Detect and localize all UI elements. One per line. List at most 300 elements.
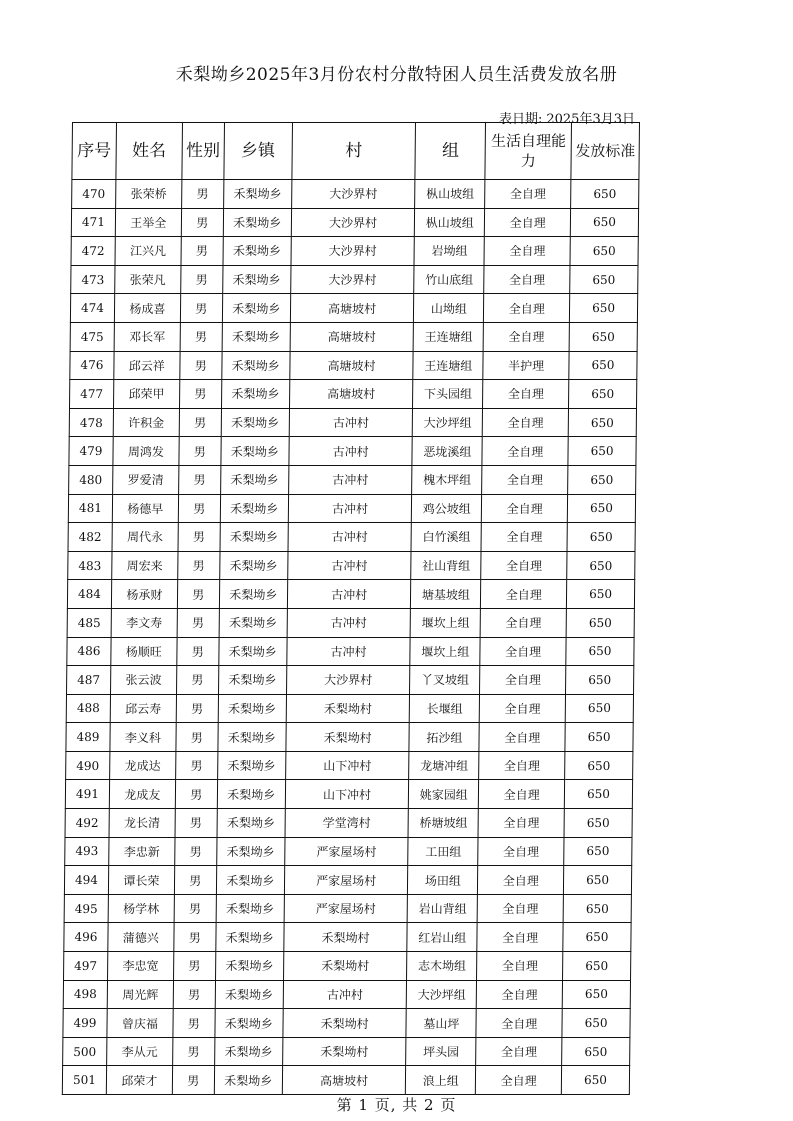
- seq-cell: 475: [70, 322, 114, 351]
- village-cell: 高塘坡村: [290, 294, 414, 323]
- gender-cell: 男: [175, 780, 217, 809]
- table-row: [72, 180, 639, 209]
- self-care-cell: 全自理: [482, 465, 568, 494]
- name-cell: 李忠宽: [107, 952, 173, 981]
- table-row: [68, 551, 635, 580]
- name-cell: 周代永: [112, 523, 178, 552]
- header-township: 乡镇: [224, 123, 293, 180]
- standard-cell: 650: [564, 780, 632, 809]
- name-cell: 邱云祥: [114, 351, 180, 380]
- table-row: [62, 1066, 629, 1095]
- village-cell: 大沙界村: [286, 666, 410, 695]
- seq-cell: 495: [64, 894, 108, 923]
- standard-cell: 650: [568, 408, 636, 437]
- name-cell: 李忠新: [109, 837, 175, 866]
- gender-cell: 男: [179, 437, 221, 466]
- seq-cell: 480: [69, 465, 113, 494]
- village-cell: 古冲村: [287, 551, 411, 580]
- table-row: [64, 866, 631, 895]
- name-cell: 周鸿发: [113, 437, 179, 466]
- group-cell: 山坳组: [414, 294, 484, 323]
- gender-cell: 男: [177, 637, 219, 666]
- group-cell: 下头园组: [413, 380, 483, 409]
- name-cell: 许积金: [113, 408, 179, 437]
- seq-cell: 501: [62, 1066, 106, 1095]
- seq-cell: 476: [70, 351, 114, 380]
- seq-cell: 482: [68, 523, 112, 552]
- seq-cell: 491: [65, 780, 109, 809]
- standard-cell: 650: [567, 580, 635, 609]
- township-cell: 禾梨坳乡: [219, 580, 287, 609]
- document-title: 禾梨坳乡2025年3月份农村分散特困人员生活费发放名册: [175, 65, 618, 85]
- gender-cell: 男: [177, 580, 219, 609]
- group-cell: 红岩山组: [407, 923, 477, 952]
- self-care-cell: 全自理: [481, 580, 567, 609]
- gender-cell: 男: [175, 751, 217, 780]
- name-cell: 周光辉: [107, 980, 173, 1009]
- gender-cell: 男: [180, 294, 222, 323]
- name-cell: 蒲德兴: [108, 923, 174, 952]
- village-cell: 古冲村: [283, 980, 407, 1009]
- township-cell: 禾梨坳乡: [220, 523, 288, 552]
- gender-cell: 男: [181, 265, 223, 294]
- header-village: 村: [292, 123, 416, 180]
- seq-cell: 492: [65, 809, 109, 838]
- page-footer: 第 1 页, 共 2 页: [336, 1096, 457, 1114]
- township-cell: 禾梨坳乡: [220, 551, 288, 580]
- table-row: [68, 494, 635, 523]
- group-cell: 竹山底组: [414, 265, 484, 294]
- name-cell: 杨承财: [111, 580, 177, 609]
- group-cell: 姚家园组: [409, 780, 479, 809]
- standard-cell: 650: [569, 322, 637, 351]
- gender-cell: 男: [181, 208, 223, 237]
- table-row: [65, 780, 632, 809]
- header-self-care: 生活自理能力: [485, 123, 571, 180]
- group-cell: 岩山背组: [408, 894, 478, 923]
- group-cell: 场田组: [408, 866, 478, 895]
- township-cell: 禾梨坳乡: [216, 866, 284, 895]
- name-cell: 邱云寿: [110, 694, 176, 723]
- recipient-table: [62, 122, 640, 1095]
- standard-cell: 650: [570, 237, 638, 266]
- standard-cell: 650: [565, 694, 633, 723]
- gender-cell: 男: [180, 322, 222, 351]
- table-row: [64, 952, 631, 981]
- name-cell: 李义科: [110, 723, 176, 752]
- table-row: [67, 580, 634, 609]
- self-care-cell: 全自理: [481, 551, 567, 580]
- standard-cell: 650: [571, 180, 639, 209]
- self-care-cell: 全自理: [477, 980, 563, 1009]
- seq-cell: 472: [71, 237, 115, 266]
- township-cell: 禾梨坳乡: [217, 837, 285, 866]
- group-cell: 志木坳组: [407, 952, 477, 981]
- name-cell: 邓长军: [114, 322, 180, 351]
- seq-cell: 488: [66, 694, 110, 723]
- standard-cell: 650: [563, 923, 631, 952]
- standard-cell: 650: [563, 894, 631, 923]
- village-cell: 学堂湾村: [285, 809, 409, 838]
- township-cell: 禾梨坳乡: [217, 780, 285, 809]
- village-cell: 严家屋场村: [284, 837, 408, 866]
- gender-cell: 男: [177, 608, 219, 637]
- self-care-cell: 全自理: [476, 1066, 562, 1095]
- name-cell: 龙成友: [109, 780, 175, 809]
- seq-cell: 489: [66, 723, 110, 752]
- group-cell: 王连塘组: [414, 322, 484, 351]
- township-cell: 禾梨坳乡: [222, 294, 290, 323]
- standard-cell: 650: [568, 437, 636, 466]
- self-care-cell: 全自理: [480, 608, 566, 637]
- self-care-cell: 全自理: [479, 780, 565, 809]
- name-cell: 张云波: [110, 666, 176, 695]
- township-cell: 禾梨坳乡: [221, 408, 289, 437]
- group-cell: 鸡公坡组: [412, 494, 482, 523]
- self-care-cell: 全自理: [477, 952, 563, 981]
- group-cell: 工田组: [408, 837, 478, 866]
- self-care-cell: 全自理: [480, 637, 566, 666]
- group-cell: 拓沙组: [409, 723, 479, 752]
- gender-cell: 男: [176, 666, 218, 695]
- standard-cell: 650: [566, 666, 634, 695]
- standard-cell: 650: [562, 1009, 630, 1038]
- self-care-cell: 全自理: [484, 294, 570, 323]
- gender-cell: 男: [175, 809, 217, 838]
- village-cell: 大沙界村: [290, 265, 414, 294]
- self-care-cell: 全自理: [479, 751, 565, 780]
- group-cell: 塘基坡组: [411, 580, 481, 609]
- table-row: [66, 751, 633, 780]
- village-cell: 禾梨坳村: [283, 952, 407, 981]
- village-cell: 禾梨坳村: [286, 723, 410, 752]
- self-care-cell: 全自理: [478, 866, 564, 895]
- self-care-cell: 全自理: [477, 923, 563, 952]
- standard-cell: 650: [566, 608, 634, 637]
- group-cell: 丫叉坡组: [410, 666, 480, 695]
- village-cell: 严家屋场村: [284, 894, 408, 923]
- header-standard: 发放标准: [571, 123, 639, 180]
- table-row: [64, 894, 631, 923]
- village-cell: 古冲村: [287, 608, 411, 637]
- group-cell: 堰坎上组: [410, 637, 480, 666]
- group-cell: 枞山坡组: [415, 208, 485, 237]
- gender-cell: 男: [176, 694, 218, 723]
- village-cell: 古冲村: [287, 580, 411, 609]
- standard-cell: 650: [567, 551, 635, 580]
- village-cell: 山下冲村: [285, 780, 409, 809]
- table-row: [64, 923, 631, 952]
- table-row: [63, 1009, 630, 1038]
- name-cell: 杨学林: [108, 894, 174, 923]
- seq-cell: 471: [71, 208, 115, 237]
- table-row: [69, 437, 636, 466]
- table-row: [70, 351, 637, 380]
- township-cell: 禾梨坳乡: [216, 923, 284, 952]
- seq-cell: 470: [72, 180, 116, 209]
- standard-cell: 650: [563, 952, 631, 981]
- table-row: [67, 666, 634, 695]
- standard-cell: 650: [564, 866, 632, 895]
- seq-cell: 496: [64, 923, 108, 952]
- self-care-cell: 全自理: [479, 723, 565, 752]
- village-cell: 高塘坡村: [290, 351, 414, 380]
- self-care-cell: 全自理: [480, 666, 566, 695]
- group-cell: 墓山坪: [406, 1009, 476, 1038]
- name-cell: 龙成达: [110, 751, 176, 780]
- standard-cell: 650: [568, 465, 636, 494]
- table-row: [66, 694, 633, 723]
- name-cell: 邱荣甲: [113, 380, 179, 409]
- gender-cell: 男: [178, 494, 220, 523]
- name-cell: 张荣凡: [115, 265, 181, 294]
- self-care-cell: 全自理: [483, 322, 569, 351]
- table-row: [63, 1037, 630, 1066]
- seq-cell: 478: [69, 408, 113, 437]
- gender-cell: 男: [172, 1066, 214, 1095]
- township-cell: 禾梨坳乡: [215, 980, 283, 1009]
- township-cell: 禾梨坳乡: [223, 208, 291, 237]
- name-cell: 杨成喜: [114, 294, 180, 323]
- header-group: 组: [415, 123, 486, 180]
- group-cell: 堰坎上组: [411, 608, 481, 637]
- name-cell: 张荣桥: [116, 180, 182, 209]
- seq-cell: 474: [70, 294, 114, 323]
- seq-cell: 498: [63, 980, 107, 1009]
- township-cell: 禾梨坳乡: [221, 437, 289, 466]
- group-cell: 王连塘组: [413, 351, 483, 380]
- village-cell: 禾梨坳村: [283, 1009, 407, 1038]
- seq-cell: 483: [68, 551, 112, 580]
- seq-cell: 493: [65, 837, 109, 866]
- group-cell: 长堰组: [410, 694, 480, 723]
- table-row: [65, 809, 632, 838]
- table-row: [71, 237, 638, 266]
- header-name: 姓名: [116, 123, 182, 180]
- group-cell: 坪头园: [406, 1037, 476, 1066]
- village-cell: 大沙界村: [291, 180, 415, 209]
- table-row: [63, 980, 630, 1009]
- gender-cell: 男: [173, 1009, 215, 1038]
- gender-cell: 男: [181, 237, 223, 266]
- self-care-cell: 全自理: [478, 809, 564, 838]
- table-row: [70, 294, 637, 323]
- standard-cell: 650: [565, 723, 633, 752]
- standard-cell: 650: [564, 809, 632, 838]
- table-row: [70, 322, 637, 351]
- table-row: [70, 380, 637, 409]
- seq-cell: 485: [67, 608, 111, 637]
- gender-cell: 男: [176, 723, 218, 752]
- village-cell: 禾梨坳村: [282, 1037, 406, 1066]
- seq-cell: 477: [70, 380, 114, 409]
- township-cell: 禾梨坳乡: [218, 666, 286, 695]
- self-care-cell: 全自理: [483, 380, 569, 409]
- name-cell: 周宏来: [112, 551, 178, 580]
- gender-cell: 男: [175, 837, 217, 866]
- standard-cell: 650: [562, 1037, 630, 1066]
- standard-cell: 650: [570, 294, 638, 323]
- self-care-cell: 半护理: [483, 351, 569, 380]
- self-care-cell: 全自理: [485, 208, 571, 237]
- name-cell: 江兴凡: [115, 237, 181, 266]
- standard-cell: 650: [570, 208, 638, 237]
- township-cell: 禾梨坳乡: [219, 608, 287, 637]
- gender-cell: 男: [174, 866, 216, 895]
- village-cell: 高塘坡村: [290, 322, 414, 351]
- group-cell: 大沙坪组: [413, 408, 483, 437]
- seq-cell: 500: [63, 1037, 107, 1066]
- seq-cell: 481: [68, 494, 112, 523]
- name-cell: 杨德早: [112, 494, 178, 523]
- name-cell: 邱荣才: [106, 1066, 172, 1095]
- header-gender: 性别: [182, 123, 225, 180]
- seq-cell: 484: [67, 580, 111, 609]
- gender-cell: 男: [181, 180, 223, 209]
- name-cell: 李从元: [107, 1037, 173, 1066]
- village-cell: 大沙界村: [291, 208, 415, 237]
- township-cell: 禾梨坳乡: [218, 723, 286, 752]
- township-cell: 禾梨坳乡: [214, 1066, 282, 1095]
- group-cell: 龙塘冲组: [409, 751, 479, 780]
- township-cell: 禾梨坳乡: [218, 694, 286, 723]
- name-cell: 龙长清: [109, 809, 175, 838]
- township-cell: 禾梨坳乡: [220, 494, 288, 523]
- self-care-cell: 全自理: [478, 837, 564, 866]
- seq-cell: 490: [66, 751, 110, 780]
- self-care-cell: 全自理: [485, 180, 571, 209]
- self-care-cell: 全自理: [476, 1037, 562, 1066]
- standard-cell: 650: [562, 980, 630, 1009]
- group-cell: 白竹溪组: [411, 523, 481, 552]
- village-cell: 禾梨坳村: [284, 923, 408, 952]
- township-cell: 禾梨坳乡: [223, 237, 291, 266]
- group-cell: 槐木坪组: [412, 465, 482, 494]
- village-cell: 古冲村: [289, 437, 413, 466]
- seq-cell: 494: [64, 866, 108, 895]
- standard-cell: 650: [569, 380, 637, 409]
- gender-cell: 男: [180, 351, 222, 380]
- seq-cell: 499: [63, 1009, 107, 1038]
- standard-cell: 650: [567, 523, 635, 552]
- gender-cell: 男: [173, 952, 215, 981]
- standard-cell: 650: [561, 1066, 629, 1095]
- township-cell: 禾梨坳乡: [215, 952, 283, 981]
- table-row: [69, 408, 636, 437]
- table-row: [71, 265, 638, 294]
- gender-cell: 男: [179, 408, 221, 437]
- group-cell: 恶垅溪组: [412, 437, 482, 466]
- group-cell: 浪上组: [406, 1066, 476, 1095]
- standard-cell: 650: [565, 751, 633, 780]
- self-care-cell: 全自理: [482, 494, 568, 523]
- name-cell: 杨顺旺: [111, 637, 177, 666]
- village-cell: 大沙界村: [291, 237, 415, 266]
- seq-cell: 479: [69, 437, 113, 466]
- table-row: [65, 837, 632, 866]
- gender-cell: 男: [173, 980, 215, 1009]
- header-row: [72, 123, 640, 180]
- name-cell: 谭长荣: [108, 866, 174, 895]
- group-cell: 大沙坪组: [407, 980, 477, 1009]
- gender-cell: 男: [179, 380, 221, 409]
- township-cell: 禾梨坳乡: [219, 637, 287, 666]
- township-cell: 禾梨坳乡: [215, 1009, 283, 1038]
- township-cell: 禾梨坳乡: [223, 180, 291, 209]
- name-cell: 王举全: [115, 208, 181, 237]
- township-cell: 禾梨坳乡: [222, 322, 290, 351]
- name-cell: 李文寿: [111, 608, 177, 637]
- township-cell: 禾梨坳乡: [220, 465, 288, 494]
- standard-cell: 650: [569, 351, 637, 380]
- name-cell: 罗爱清: [113, 465, 179, 494]
- self-care-cell: 全自理: [476, 1009, 562, 1038]
- gender-cell: 男: [174, 894, 216, 923]
- seq-cell: 487: [67, 666, 111, 695]
- village-cell: 古冲村: [288, 465, 412, 494]
- self-care-cell: 全自理: [484, 265, 570, 294]
- township-cell: 禾梨坳乡: [221, 380, 289, 409]
- table-row: [67, 637, 634, 666]
- village-cell: 高塘坡村: [289, 380, 413, 409]
- village-cell: 山下冲村: [285, 751, 409, 780]
- township-cell: 禾梨坳乡: [216, 894, 284, 923]
- village-cell: 古冲村: [289, 408, 413, 437]
- seq-cell: 486: [67, 637, 111, 666]
- gender-cell: 男: [178, 551, 220, 580]
- standard-cell: 650: [570, 265, 638, 294]
- village-cell: 古冲村: [288, 494, 412, 523]
- table-row: [68, 523, 635, 552]
- township-cell: 禾梨坳乡: [217, 751, 285, 780]
- gender-cell: 男: [178, 523, 220, 552]
- village-cell: 古冲村: [287, 637, 411, 666]
- self-care-cell: 全自理: [482, 437, 568, 466]
- gender-cell: 男: [172, 1037, 214, 1066]
- table-row: [67, 608, 634, 637]
- standard-cell: 650: [566, 637, 634, 666]
- township-cell: 禾梨坳乡: [214, 1037, 282, 1066]
- date-label: 表日期:: [498, 112, 543, 127]
- standard-cell: 650: [567, 494, 635, 523]
- group-cell: 枞山坡组: [415, 180, 485, 209]
- village-cell: 古冲村: [288, 523, 412, 552]
- self-care-cell: 全自理: [477, 894, 563, 923]
- gender-cell: 男: [174, 923, 216, 952]
- group-cell: 岩坳组: [414, 237, 484, 266]
- standard-cell: 650: [564, 837, 632, 866]
- table-row: [66, 723, 633, 752]
- date-value: 2025年3月3日: [546, 112, 635, 127]
- township-cell: 禾梨坳乡: [222, 351, 290, 380]
- township-cell: 禾梨坳乡: [217, 809, 285, 838]
- village-cell: 禾梨坳村: [286, 694, 410, 723]
- group-cell: 桥塘坡组: [408, 809, 478, 838]
- village-cell: 严家屋场村: [284, 866, 408, 895]
- table-row: [71, 208, 638, 237]
- village-cell: 高塘坡村: [282, 1066, 406, 1095]
- name-cell: 曾庆福: [107, 1009, 173, 1038]
- header-seq: 序号: [72, 123, 117, 180]
- seq-cell: 473: [71, 265, 115, 294]
- seq-cell: 497: [64, 952, 108, 981]
- self-care-cell: 全自理: [480, 694, 566, 723]
- self-care-cell: 全自理: [481, 523, 567, 552]
- group-cell: 社山背组: [411, 551, 481, 580]
- self-care-cell: 全自理: [484, 237, 570, 266]
- township-cell: 禾梨坳乡: [222, 265, 290, 294]
- gender-cell: 男: [178, 465, 220, 494]
